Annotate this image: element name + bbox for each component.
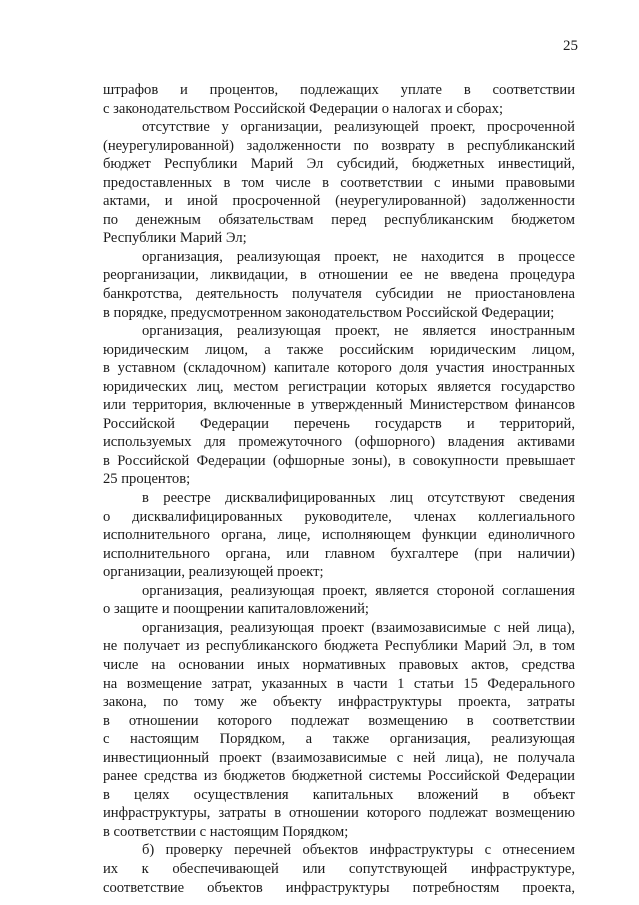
page-number: 25: [563, 38, 578, 54]
text-line: в порядке, предусмотренном законодательством Российской Федерации;: [103, 304, 555, 321]
text-line: исполнительного органа, лице, исполняющем функции единоличного: [103, 527, 575, 544]
text-line: банкротства, деятельность получателя субсидии не приостановлена: [103, 286, 575, 303]
text-line: в соответствии с настоящим Порядком;: [103, 823, 349, 840]
text-line: Российской Федерации перечень государств и территорий,: [103, 415, 575, 432]
text-line: организации, реализующей проект;: [103, 564, 324, 581]
text-line: в реестре дисквалифицированных лиц отсутствуют сведения: [142, 490, 575, 507]
text-line: (неурегулированной) задолженности по возврату в республиканский: [103, 137, 575, 154]
text-line: реорганизации, ликвидации, в отношении ее не введена процедура: [103, 267, 575, 284]
text-line: организация, реализующая проект (взаимозависимые с ней лица),: [142, 619, 575, 636]
text-line: штрафов и процентов, подлежащих уплате в соответствии: [103, 82, 575, 98]
text-line: б) проверку перечней объектов инфраструктуры с отнесением: [142, 842, 575, 859]
text-line: организация, реализующая проект, является стороной соглашения: [142, 582, 575, 599]
text-line: организация, реализующая проект, не находится в процессе: [142, 248, 575, 265]
text-line: юридических лиц, местом регистрации которых является государство: [103, 378, 575, 395]
text-line: с настоящим Порядком, а также организация, реализующая: [103, 731, 575, 748]
text-line: в целях осуществления капитальных вложений в объект: [103, 786, 575, 803]
text-line: актами, и иной просроченной (неурегулированной) задолженности: [103, 193, 575, 210]
text-line: предоставленных в том числе в соответствии с иными правовыми: [103, 174, 575, 191]
text-line: инфраструктуры, затраты в отношении которого подлежат возмещению: [103, 805, 575, 822]
text-line: исполнительного органа, или главном бухгалтере (при наличии): [103, 545, 575, 562]
text-line: в Российской Федерации (офшорные зоны), в совокупности превышает: [103, 452, 575, 469]
text-line: с законодательством Российской Федерации о налогах и сборах;: [103, 100, 504, 117]
text-line: инвестиционный проект (взаимозависимые с ней лица), не получала: [103, 749, 575, 766]
text-line: закона, по тому же объекту инфраструктуры проекта, затраты: [103, 694, 575, 711]
text-line: числе на основании иных нормативных правовых актов, средства: [103, 656, 575, 673]
text-line: их к обеспечивающей или сопутствующей инфраструктуре,: [103, 860, 575, 877]
text-line: на возмещение затрат, указанных в части 1 статьи 15 Федерального: [103, 675, 575, 692]
text-line: о защите и поощрении капиталовложений;: [103, 601, 369, 618]
text-line: 25 процентов;: [103, 471, 191, 488]
body-text: [103, 81, 575, 897]
text-line: отсутствие у организации, реализующей проект, просроченной: [142, 119, 575, 136]
text-line: о дисквалифицированных руководителе, членах коллегиального: [103, 508, 575, 525]
text-line: в уставном (складочном) капитале которого доля участия иностранных: [103, 360, 575, 377]
text-line: ранее средства из бюджетов бюджетной системы Российской Федерации: [103, 768, 575, 785]
text-line: Республики Марий Эл;: [103, 230, 247, 247]
text-line: бюджет Республики Марий Эл субсидий, бюджетных инвестиций,: [103, 156, 575, 173]
text-line: по денежным обязательствам перед республиканским бюджетом: [103, 211, 575, 228]
text-line: соответствие объектов инфраструктуры потребностям проекта,: [103, 879, 575, 896]
text-line: или территория, включенные в утвержденный Министерством финансов: [103, 397, 575, 414]
text-line: в отношении которого подлежат возмещению в соответствии: [103, 712, 575, 729]
text-line: организация, реализующая проект, не является иностранным: [142, 323, 575, 340]
text-line: юридическим лицом, а также российским юридическим лицом,: [103, 341, 575, 358]
text-line: используемых для промежуточного (офшорного) владения активами: [103, 434, 575, 451]
text-line: не получает из республиканского бюджета Республики Марий Эл, в том: [103, 638, 575, 655]
